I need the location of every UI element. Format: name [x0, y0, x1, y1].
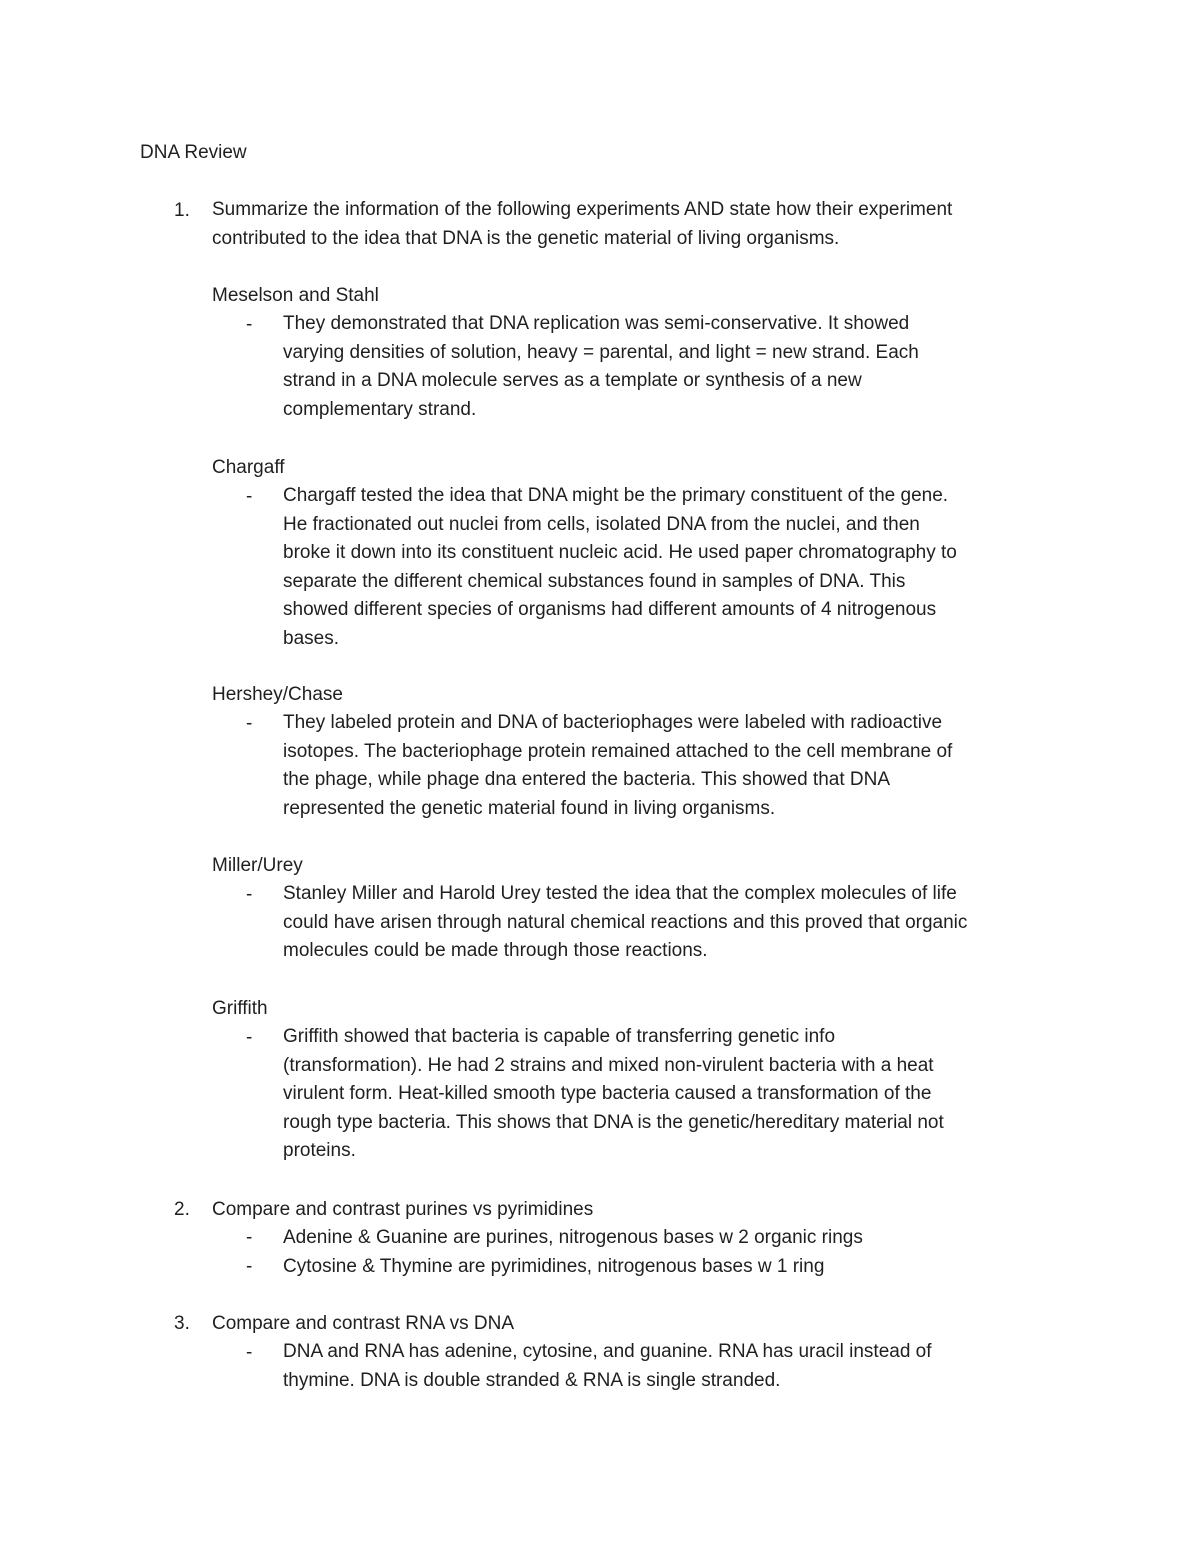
text-line: DNA and RNA has adenine, cytosine, and guanine. RNA has uracil instead of [283, 1341, 932, 1362]
text-line: showed different species of organisms had different amounts of 4 nitrogenous [283, 599, 937, 620]
bullet-dash: - [246, 486, 253, 507]
experiment-text-miller-urey [283, 880, 967, 966]
text-line: proteins. [283, 1140, 356, 1161]
question-1-number: 1. [174, 200, 190, 221]
question-1-line: contributed to the idea that DNA is the genetic material of living organisms. [212, 227, 840, 249]
bullet-dash: - [246, 713, 253, 734]
text-line: rough type bacteria. This shows that DNA is the genetic/hereditary material not [283, 1111, 944, 1133]
question-1-text [212, 196, 952, 253]
text-line: Chargaff tested the idea that DNA might be the primary constituent of the gene. [283, 485, 949, 506]
question-3-text: Compare and contrast RNA vs DNA [212, 1313, 515, 1334]
text-line: strand in a DNA molecule serves as a template or synthesis of a new [283, 370, 862, 391]
text-line: They labeled protein and DNA of bacteriophages were labeled with radioactive [283, 712, 943, 733]
bullet-dash: - [246, 1027, 253, 1048]
experiment-heading-griffith: Griffith [212, 998, 268, 1019]
text-line: (transformation). He had 2 strains and mixed non-virulent bacteria with a heat [283, 1054, 934, 1076]
rna-dna-bullet [283, 1338, 932, 1395]
text-line: could have arisen through natural chemical reactions and this proved that organic [283, 911, 968, 933]
experiment-text-hershey-chase [283, 709, 952, 823]
document-title: DNA Review [140, 142, 247, 163]
text-line: Griffith showed that bacteria is capable of transferring genetic info [283, 1026, 836, 1047]
text-line: bases. [283, 627, 339, 649]
text-line: broke it down into its constituent nucleic acid. He used paper chromatography to [283, 542, 957, 563]
pyrimidines-bullet: Cytosine & Thymine are pyrimidines, nitrogenous bases w 1 ring [283, 1256, 825, 1277]
text-line: separate the different chemical substances found in samples of DNA. This [283, 570, 906, 592]
text-line: varying densities of solution, heavy = parental, and light = new strand. Each [283, 341, 919, 363]
text-line: He fractionated out nuclei from cells, isolated DNA from the nuclei, and then [283, 513, 920, 535]
experiment-text-griffith [283, 1023, 944, 1166]
bullet-dash: - [246, 1342, 253, 1363]
text-line: thymine. DNA is double stranded & RNA is single stranded. [283, 1369, 781, 1391]
experiment-text-meselson-stahl [283, 310, 919, 424]
text-line: isotopes. The bacteriophage protein remained attached to the cell membrane of [283, 740, 953, 762]
experiment-heading-miller-urey: Miller/Urey [212, 855, 303, 876]
question-3-number: 3. [174, 1313, 190, 1334]
text-line: complementary strand. [283, 398, 477, 420]
question-2-text: Compare and contrast purines vs pyrimidines [212, 1199, 594, 1220]
text-line: They demonstrated that DNA replication was semi-conservative. It showed [283, 313, 910, 334]
bullet-dash: - [246, 1256, 253, 1277]
experiment-text-chargaff [283, 482, 957, 653]
question-2-number: 2. [174, 1199, 190, 1220]
text-line: molecules could be made through those reactions. [283, 940, 708, 961]
experiment-heading-hershey-chase: Hershey/Chase [212, 684, 343, 705]
text-line: the phage, while phage dna entered the bacteria. This showed that DNA [283, 769, 890, 790]
text-line: virulent form. Heat-killed smooth type bacteria caused a transformation of the [283, 1083, 932, 1104]
bullet-dash: - [246, 884, 253, 905]
question-1-line: Summarize the information of the following experiments AND state how their experiment [212, 199, 953, 220]
bullet-dash: - [246, 314, 253, 335]
purines-bullet: Adenine & Guanine are purines, nitrogenous bases w 2 organic rings [283, 1227, 863, 1248]
bullet-dash: - [246, 1227, 253, 1248]
experiment-heading-chargaff: Chargaff [212, 457, 285, 478]
text-line: represented the genetic material found in living organisms. [283, 797, 776, 819]
text-line: Stanley Miller and Harold Urey tested the idea that the complex molecules of life [283, 883, 957, 904]
experiment-heading-meselson-stahl: Meselson and Stahl [212, 285, 379, 306]
